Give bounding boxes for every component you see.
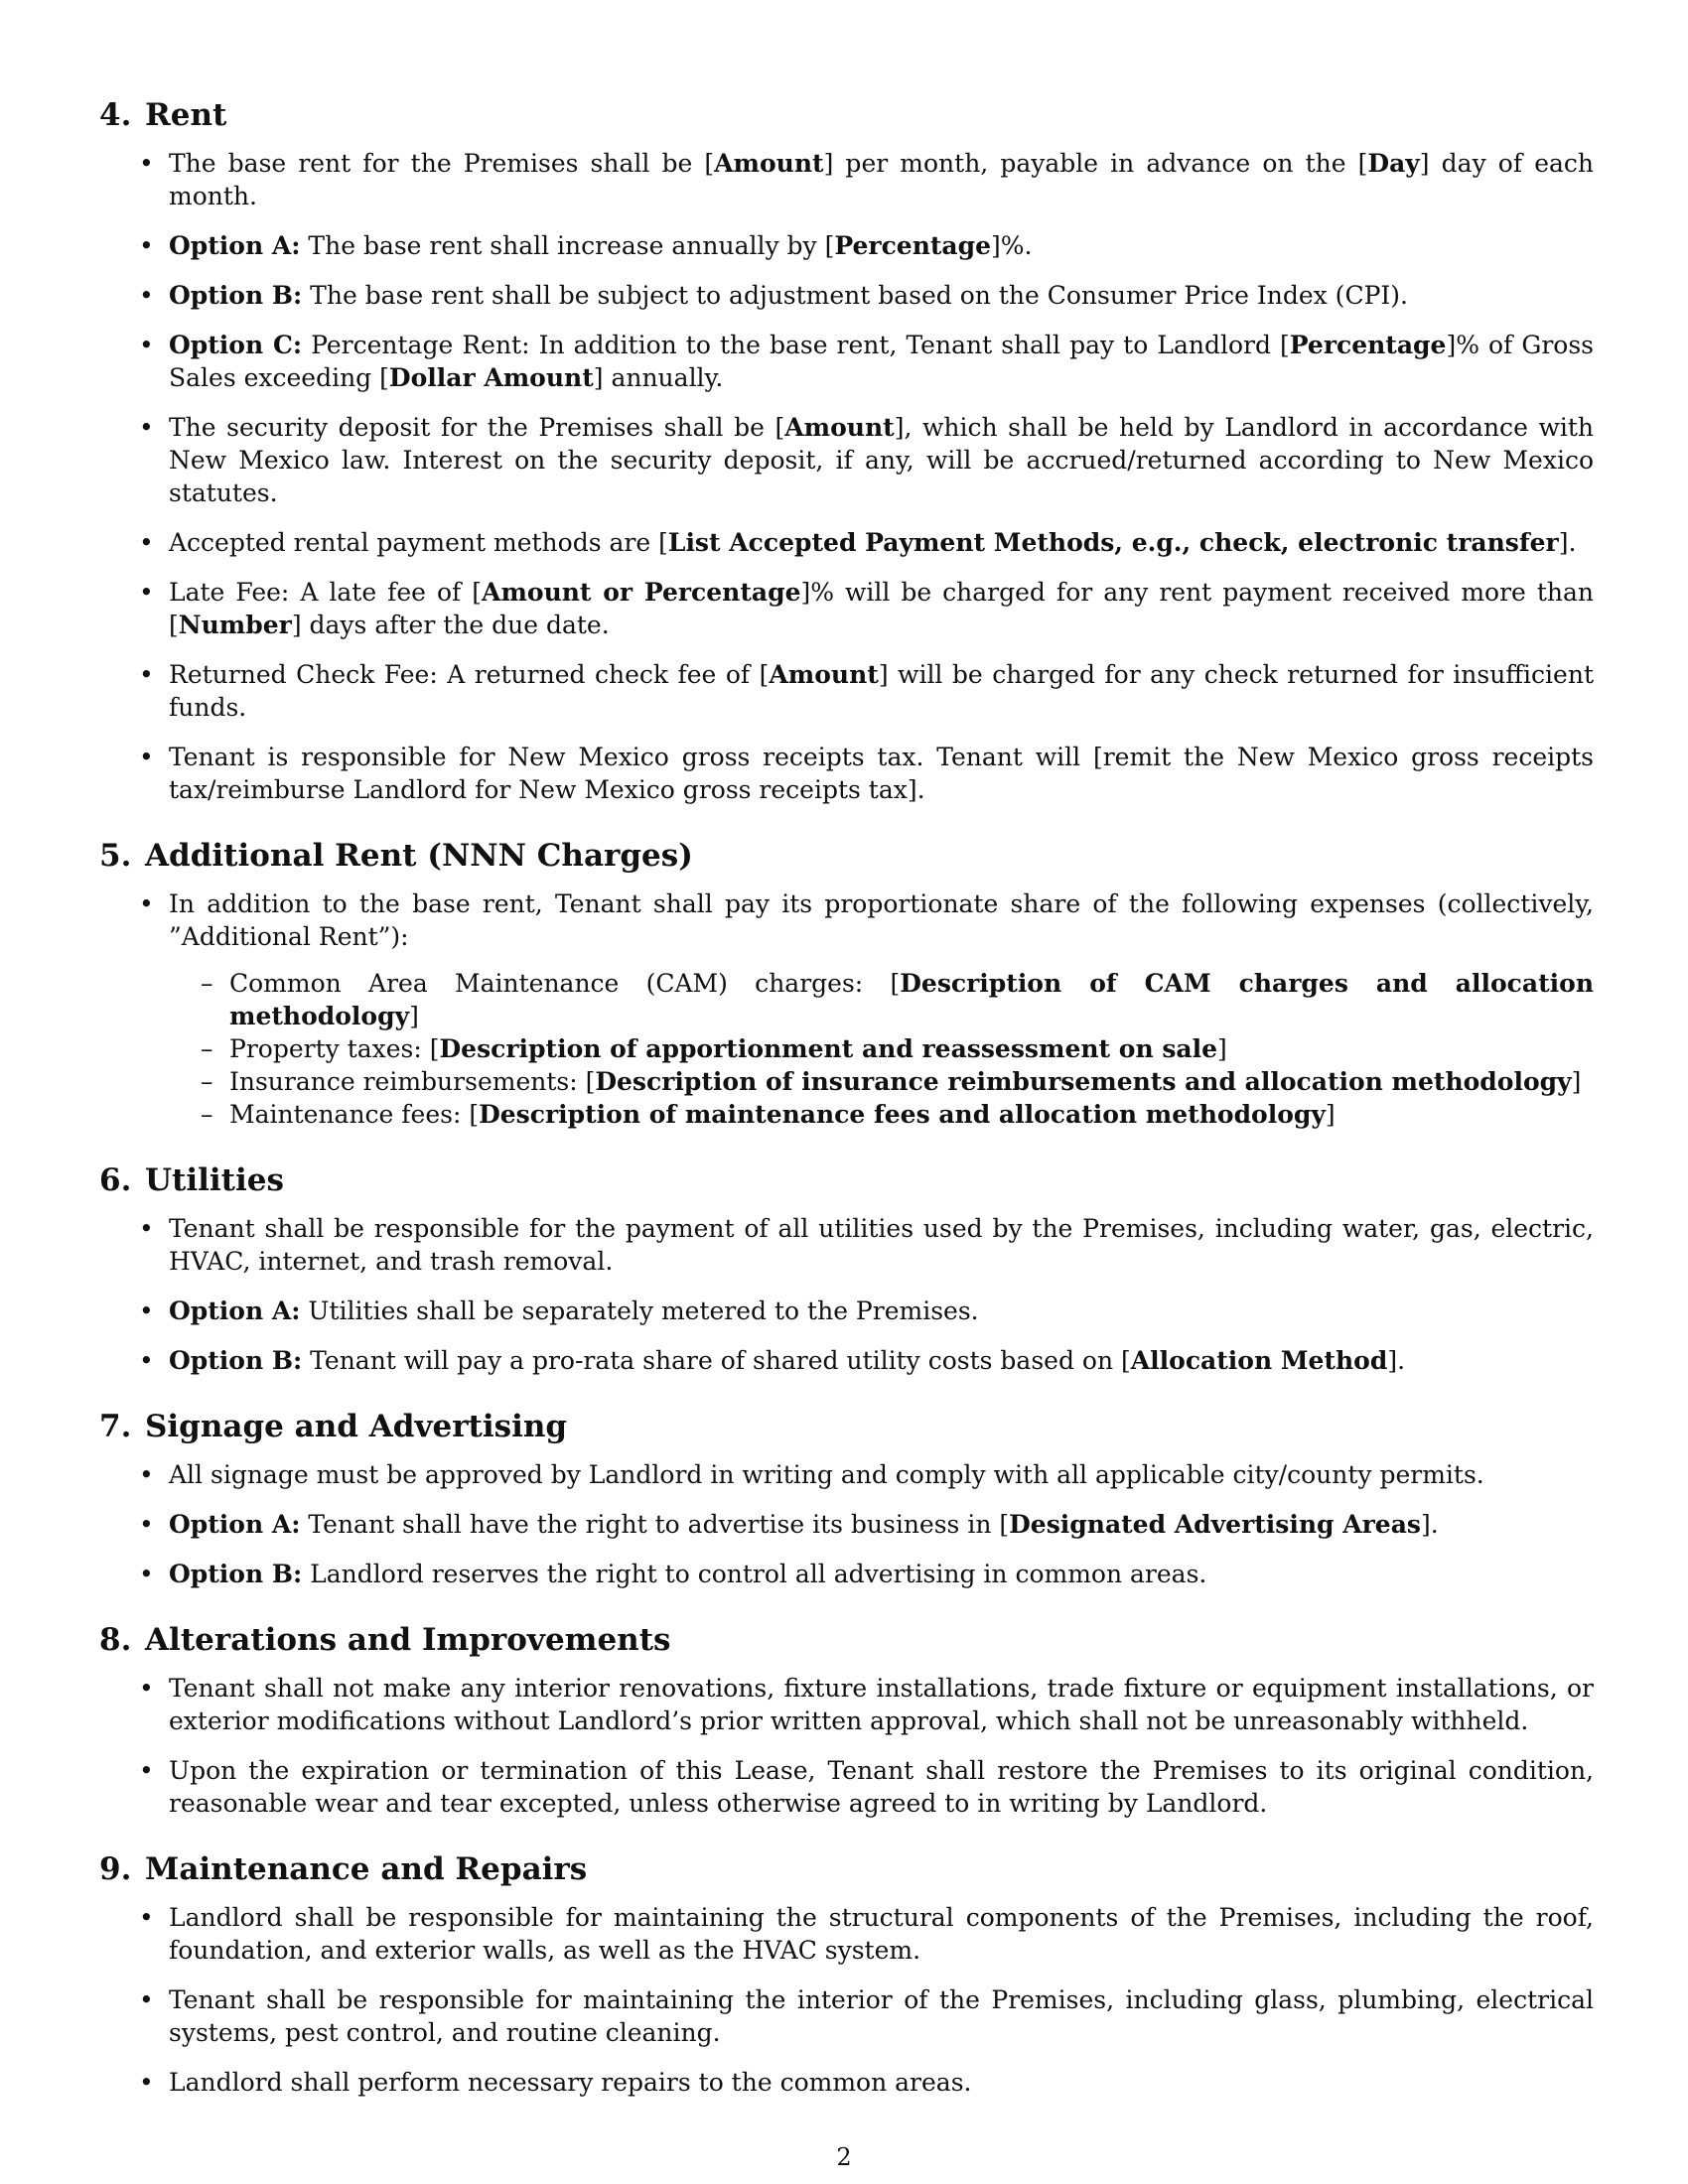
text-run: ] day of each month. — [169, 149, 1595, 210]
text-run: Percentage Rent: In addition to the base rent, Tenant shall pay to Landlord [ — [302, 331, 1290, 359]
bold-text: Option B: — [169, 1560, 303, 1588]
text-run: Tenant shall not make any interior renovations, fixture installations, trade fixture or equipment installations, or exterior modifications without Landlord’s prior written approval, which shall not be unreasonably withheld. — [169, 1674, 1594, 1735]
list-item — [99, 887, 1594, 1131]
text-run: Tenant shall be responsible for maintaining the interior of the Premises, including glass, plumbing, electrical systems, pest control, and routine cleaning. — [169, 1985, 1594, 2047]
page-number: 2 — [836, 2143, 852, 2171]
bold-text: Option A: — [169, 1510, 301, 1539]
text-run: ] will be charged for any check returned for insufficient funds. — [169, 660, 1594, 722]
bullet-list — [99, 147, 1594, 806]
bold-text: Option C: — [169, 331, 303, 359]
list-item — [99, 1672, 1594, 1737]
section-number: 8. — [99, 1622, 132, 1658]
bold-text: List Accepted Payment Methods, e.g., check, electronic transfer — [667, 528, 1559, 557]
bullet-list — [99, 1458, 1594, 1590]
section-heading — [99, 1849, 1594, 1889]
text-run: Accepted rental payment methods are [ — [169, 528, 668, 557]
bold-text: Amount — [714, 149, 824, 178]
section-title: Rent — [145, 97, 227, 133]
list-item — [99, 1458, 1594, 1491]
section-6 — [99, 1160, 1594, 1377]
text-run: The base rent shall increase annually by [ — [300, 231, 835, 260]
bullet-list — [99, 1212, 1594, 1377]
sub-list-item — [169, 1065, 1594, 1098]
bullet-list — [99, 1672, 1594, 1820]
text-run: Insurance reimbursements: [ — [229, 1067, 596, 1096]
bold-text: Option A: — [169, 1297, 301, 1325]
section-number: 9. — [99, 1851, 132, 1887]
text-run: ]. — [1558, 528, 1577, 557]
section-title: Signage and Advertising — [145, 1409, 568, 1444]
list-item — [99, 2066, 1594, 2099]
bold-text: Amount — [769, 660, 879, 689]
text-run: ]. — [1420, 1510, 1439, 1539]
bold-text: Description of CAM charges and allocation methodology — [229, 969, 1594, 1030]
text-run: The base rent shall be subject to adjustment based on the Consumer Price Index (CPI). — [302, 281, 1408, 310]
list-item — [99, 411, 1594, 509]
section-4 — [99, 95, 1594, 806]
list-item — [99, 1558, 1594, 1590]
text-run: ] — [1325, 1100, 1336, 1129]
bold-text: Allocation Method — [1130, 1346, 1388, 1375]
list-item — [99, 576, 1594, 641]
bold-text: Description of maintenance fees and allocation methodology — [479, 1100, 1326, 1129]
text-run: Landlord shall perform necessary repairs to the common areas. — [169, 2068, 972, 2097]
list-item — [99, 329, 1594, 394]
section-number: 7. — [99, 1409, 132, 1444]
list-item — [99, 1212, 1594, 1278]
text-run: ]% of Gross Sales exceeding [ — [169, 331, 1595, 392]
section-7 — [99, 1407, 1594, 1590]
text-run: Late Fee: A late fee of [ — [169, 578, 483, 607]
bold-text: Description of insurance reimbursements and allocation methodology — [595, 1067, 1572, 1096]
list-item — [99, 741, 1594, 806]
text-run: ] — [1217, 1034, 1227, 1063]
sub-list-item — [169, 1098, 1594, 1131]
list-item — [99, 1901, 1594, 1967]
text-run: Returned Check Fee: A returned check fee of [ — [169, 660, 770, 689]
text-run: Utilities shall be separately metered to the Premises. — [300, 1297, 979, 1325]
text-run: Common Area Maintenance (CAM) charges: [ — [229, 969, 901, 998]
section-heading — [99, 836, 1594, 876]
section-heading — [99, 95, 1594, 135]
text-run: Maintenance fees: [ — [229, 1100, 480, 1129]
document-page — [99, 95, 1594, 2128]
bold-text: Percentage — [1289, 331, 1447, 359]
text-run: ]% will be charged for any rent payment received more than [ — [169, 578, 1595, 639]
text-run: ] days after the due date. — [291, 611, 610, 639]
text-run: ]%. — [991, 231, 1033, 260]
text-run: All signage must be approved by Landlord in writing and comply with all applicable city/county permits. — [169, 1460, 1484, 1489]
list-item — [99, 526, 1594, 559]
bold-text: Option A: — [169, 231, 301, 260]
list-item — [99, 229, 1594, 262]
text-run: ] annually. — [593, 363, 724, 392]
bold-text: Amount — [784, 413, 895, 442]
text-run: ] — [1571, 1067, 1582, 1096]
bold-text: Dollar Amount — [388, 363, 594, 392]
text-run: Property taxes: [ — [229, 1034, 440, 1063]
section-number: 5. — [99, 838, 132, 874]
bold-text: Description of apportionment and reassessment on sale — [439, 1034, 1218, 1063]
section-8 — [99, 1620, 1594, 1820]
list-item — [99, 279, 1594, 312]
text-run: The security deposit for the Premises shall be [ — [169, 413, 785, 442]
text-run: ], which shall be held by Landlord in accordance with New Mexico law. Interest on the security deposit, if any, will be accrued/returned according to New Mexico statutes. — [169, 413, 1595, 507]
section-number: 4. — [99, 97, 132, 133]
text-run: Tenant shall have the right to advertise its business in [ — [300, 1510, 1010, 1539]
bold-text: Designated Advertising Areas — [1009, 1510, 1421, 1539]
text-run: Tenant shall be responsible for the payment of all utilities used by the Premises, including water, gas, electric, HVAC, internet, and trash removal. — [169, 1214, 1594, 1276]
bullet-list — [99, 887, 1594, 1131]
list-item — [99, 1344, 1594, 1377]
bullet-list — [99, 1901, 1594, 2099]
text-run: The base rent for the Premises shall be [ — [169, 149, 715, 178]
bold-text: Number — [178, 611, 292, 639]
text-run: ]. — [1387, 1346, 1406, 1375]
bold-text: Option B: — [169, 281, 303, 310]
bold-text: Percentage — [834, 231, 992, 260]
bold-text: Amount or Percentage — [482, 578, 801, 607]
text-run: Landlord reserves the right to control all advertising in common areas. — [302, 1560, 1207, 1588]
list-item — [99, 1983, 1594, 2049]
text-run: ] per month, payable in advance on the [ — [823, 149, 1368, 178]
text-run: Tenant is responsible for New Mexico gross receipts tax. Tenant will [remit the New Mexico gross receipts tax/reimburse Landlord for New Mexico gross receipts tax]. — [169, 743, 1594, 804]
list-item — [99, 147, 1594, 212]
sub-list-item — [169, 1032, 1594, 1065]
section-5 — [99, 836, 1594, 1131]
section-heading — [99, 1620, 1594, 1660]
text-run: In addition to the base rent, Tenant shall pay its proportionate share of the following expenses (collectively, ”Additional Rent”): — [169, 889, 1594, 951]
list-item — [99, 1508, 1594, 1541]
section-title: Maintenance and Repairs — [145, 1851, 588, 1887]
section-title: Utilities — [145, 1162, 284, 1198]
section-9 — [99, 1849, 1594, 2099]
bold-text: Option B: — [169, 1346, 303, 1375]
sub-list-item — [169, 967, 1594, 1032]
text-run: Upon the expiration or termination of this Lease, Tenant shall restore the Premises to its original condition, reasonable wear and tear excepted, unless otherwise agreed to in writing by Landlord. — [169, 1756, 1594, 1818]
section-heading — [99, 1160, 1594, 1200]
section-number: 6. — [99, 1162, 132, 1198]
list-item — [99, 1754, 1594, 1820]
list-item — [99, 658, 1594, 724]
text-run: Landlord shall be responsible for maintaining the structural components of the Premises, including the roof, foundation, and exterior walls, as well as the HVAC system. — [169, 1903, 1594, 1965]
bold-text: Day — [1367, 149, 1420, 178]
sub-list — [169, 967, 1594, 1131]
text-run: Tenant will pay a pro-rata share of shared utility costs based on [ — [302, 1346, 1131, 1375]
text-run: ] — [409, 1002, 419, 1030]
section-title: Alterations and Improvements — [145, 1622, 671, 1658]
list-item — [99, 1295, 1594, 1327]
section-heading — [99, 1407, 1594, 1446]
section-title: Additional Rent (NNN Charges) — [145, 838, 693, 874]
